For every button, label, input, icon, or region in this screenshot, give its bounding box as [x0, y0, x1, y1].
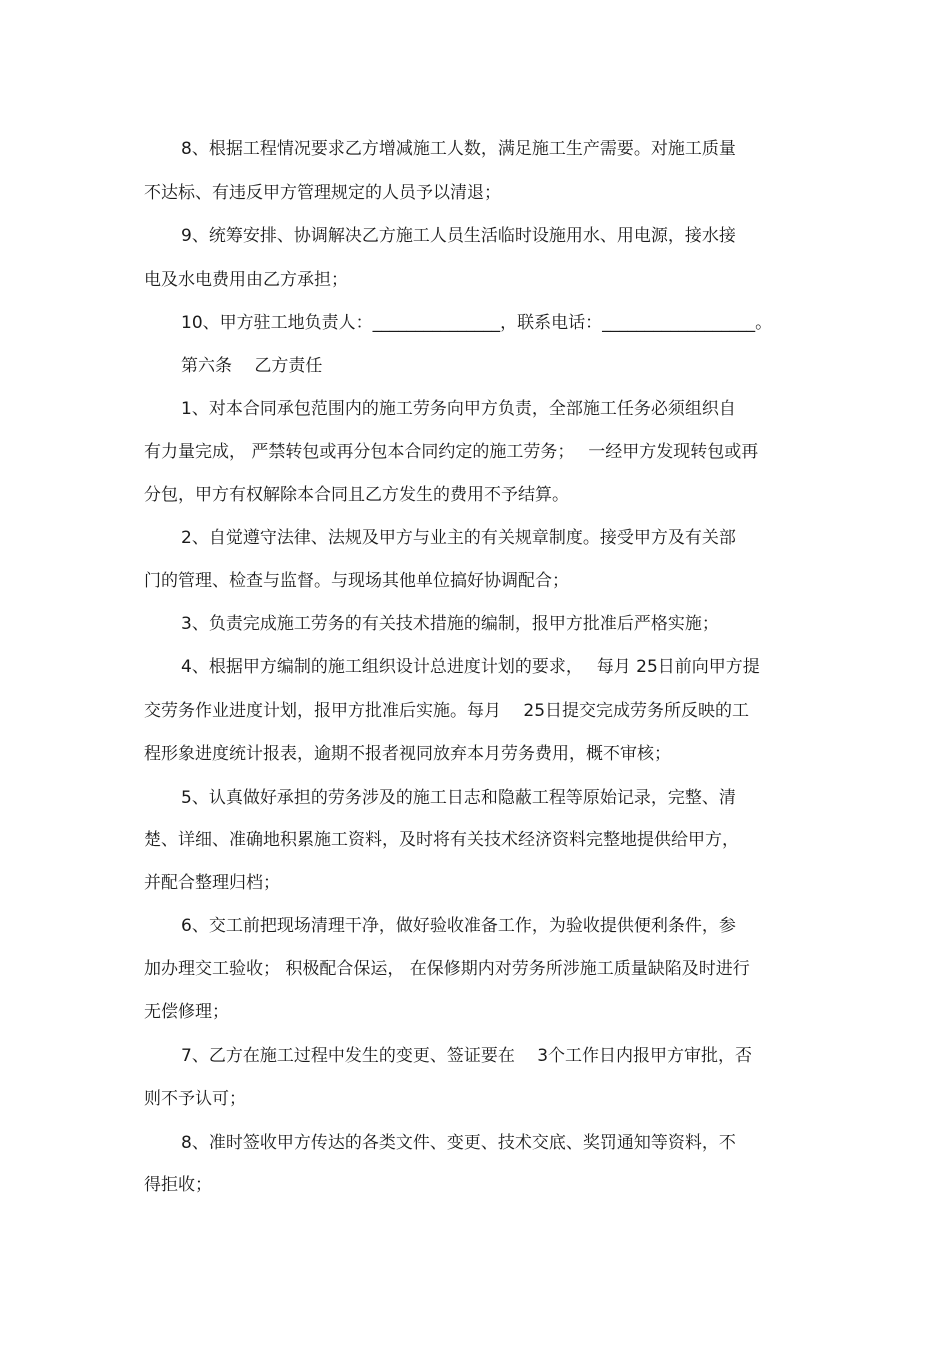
clause-5-8-line-2: 不达标、有违反甲方管理规定的人员予以清退；: [144, 183, 501, 203]
clause-6-4-line-1: 4、根据甲方编制的施工组织设计总进度计划的要求， 每月 25日前向甲方提: [181, 657, 760, 677]
clause-6-4-line-2: 交劳务作业进度计划，报甲方批准后实施。每月 25日提交完成劳务所反映的工: [144, 701, 750, 721]
clause-5-9-line-2: 电及水电费用由乙方承担；: [144, 270, 348, 290]
clause-6-1-line-1: 1、对本合同承包范围内的施工劳务向甲方负责，全部施工任务必须组织自: [181, 399, 736, 419]
article-6-heading: 第六条 乙方责任: [181, 356, 323, 376]
clause-6-7-line-1: 7、乙方在施工过程中发生的变更、签证要在 3个工作日内报甲方审批，否: [181, 1046, 753, 1066]
clause-6-8-line-2: 得拒收；: [144, 1175, 212, 1195]
clause-6-4-line-3: 程形象进度统计报表，逾期不报者视同放弃本月劳务费用，概不审核；: [144, 744, 671, 764]
clause-6-5-line-1: 5、认真做好承担的劳务涉及的施工日志和隐蔽工程等原始记录，完整、清: [181, 788, 736, 808]
clause-6-1-line-3: 分包，甲方有权解除本合同且乙方发生的费用不予结算。: [144, 485, 569, 505]
clause-5-10-line: 10、甲方驻工地负责人：_______________，联系电话：__________________。: [181, 313, 773, 333]
clause-6-6-line-3: 无偿修理；: [144, 1002, 229, 1022]
clause-6-2-line-1: 2、自觉遵守法律、法规及甲方与业主的有关规章制度。接受甲方及有关部: [181, 528, 736, 548]
clause-6-1-line-2: 有力量完成， 严禁转包或再分包本合同约定的施工劳务； 一经甲方发现转包或再: [144, 442, 759, 462]
clause-6-6-line-1: 6、交工前把现场清理干净，做好验收准备工作，为验收提供便利条件，参: [181, 916, 736, 936]
clause-6-3-line: 3、负责完成施工劳务的有关技术措施的编制，报甲方批准后严格实施；: [181, 614, 719, 634]
clause-6-5-line-3: 并配合整理归档；: [144, 873, 280, 893]
clause-6-6-line-2: 加办理交工验收； 积极配合保运， 在保修期内对劳务所涉施工质量缺陷及时进行: [144, 959, 750, 979]
clause-6-8-line-1: 8、准时签收甲方传达的各类文件、变更、技术交底、奖罚通知等资料，不: [181, 1133, 736, 1153]
clause-6-5-line-2: 楚、详细、准确地积累施工资料，及时将有关技术经济资料完整地提供给甲方，: [144, 830, 739, 850]
clause-6-2-line-2: 门的管理、检查与监督。与现场其他单位搞好协调配合；: [144, 571, 569, 591]
clause-6-7-line-2: 则不予认可；: [144, 1089, 246, 1109]
clause-5-8-line-1: 8、根据工程情况要求乙方增减施工人数，满足施工生产需要。对施工质量: [181, 139, 736, 159]
clause-5-9-line-1: 9、统筹安排、协调解决乙方施工人员生活临时设施用水、用电源，接水接: [181, 226, 736, 246]
